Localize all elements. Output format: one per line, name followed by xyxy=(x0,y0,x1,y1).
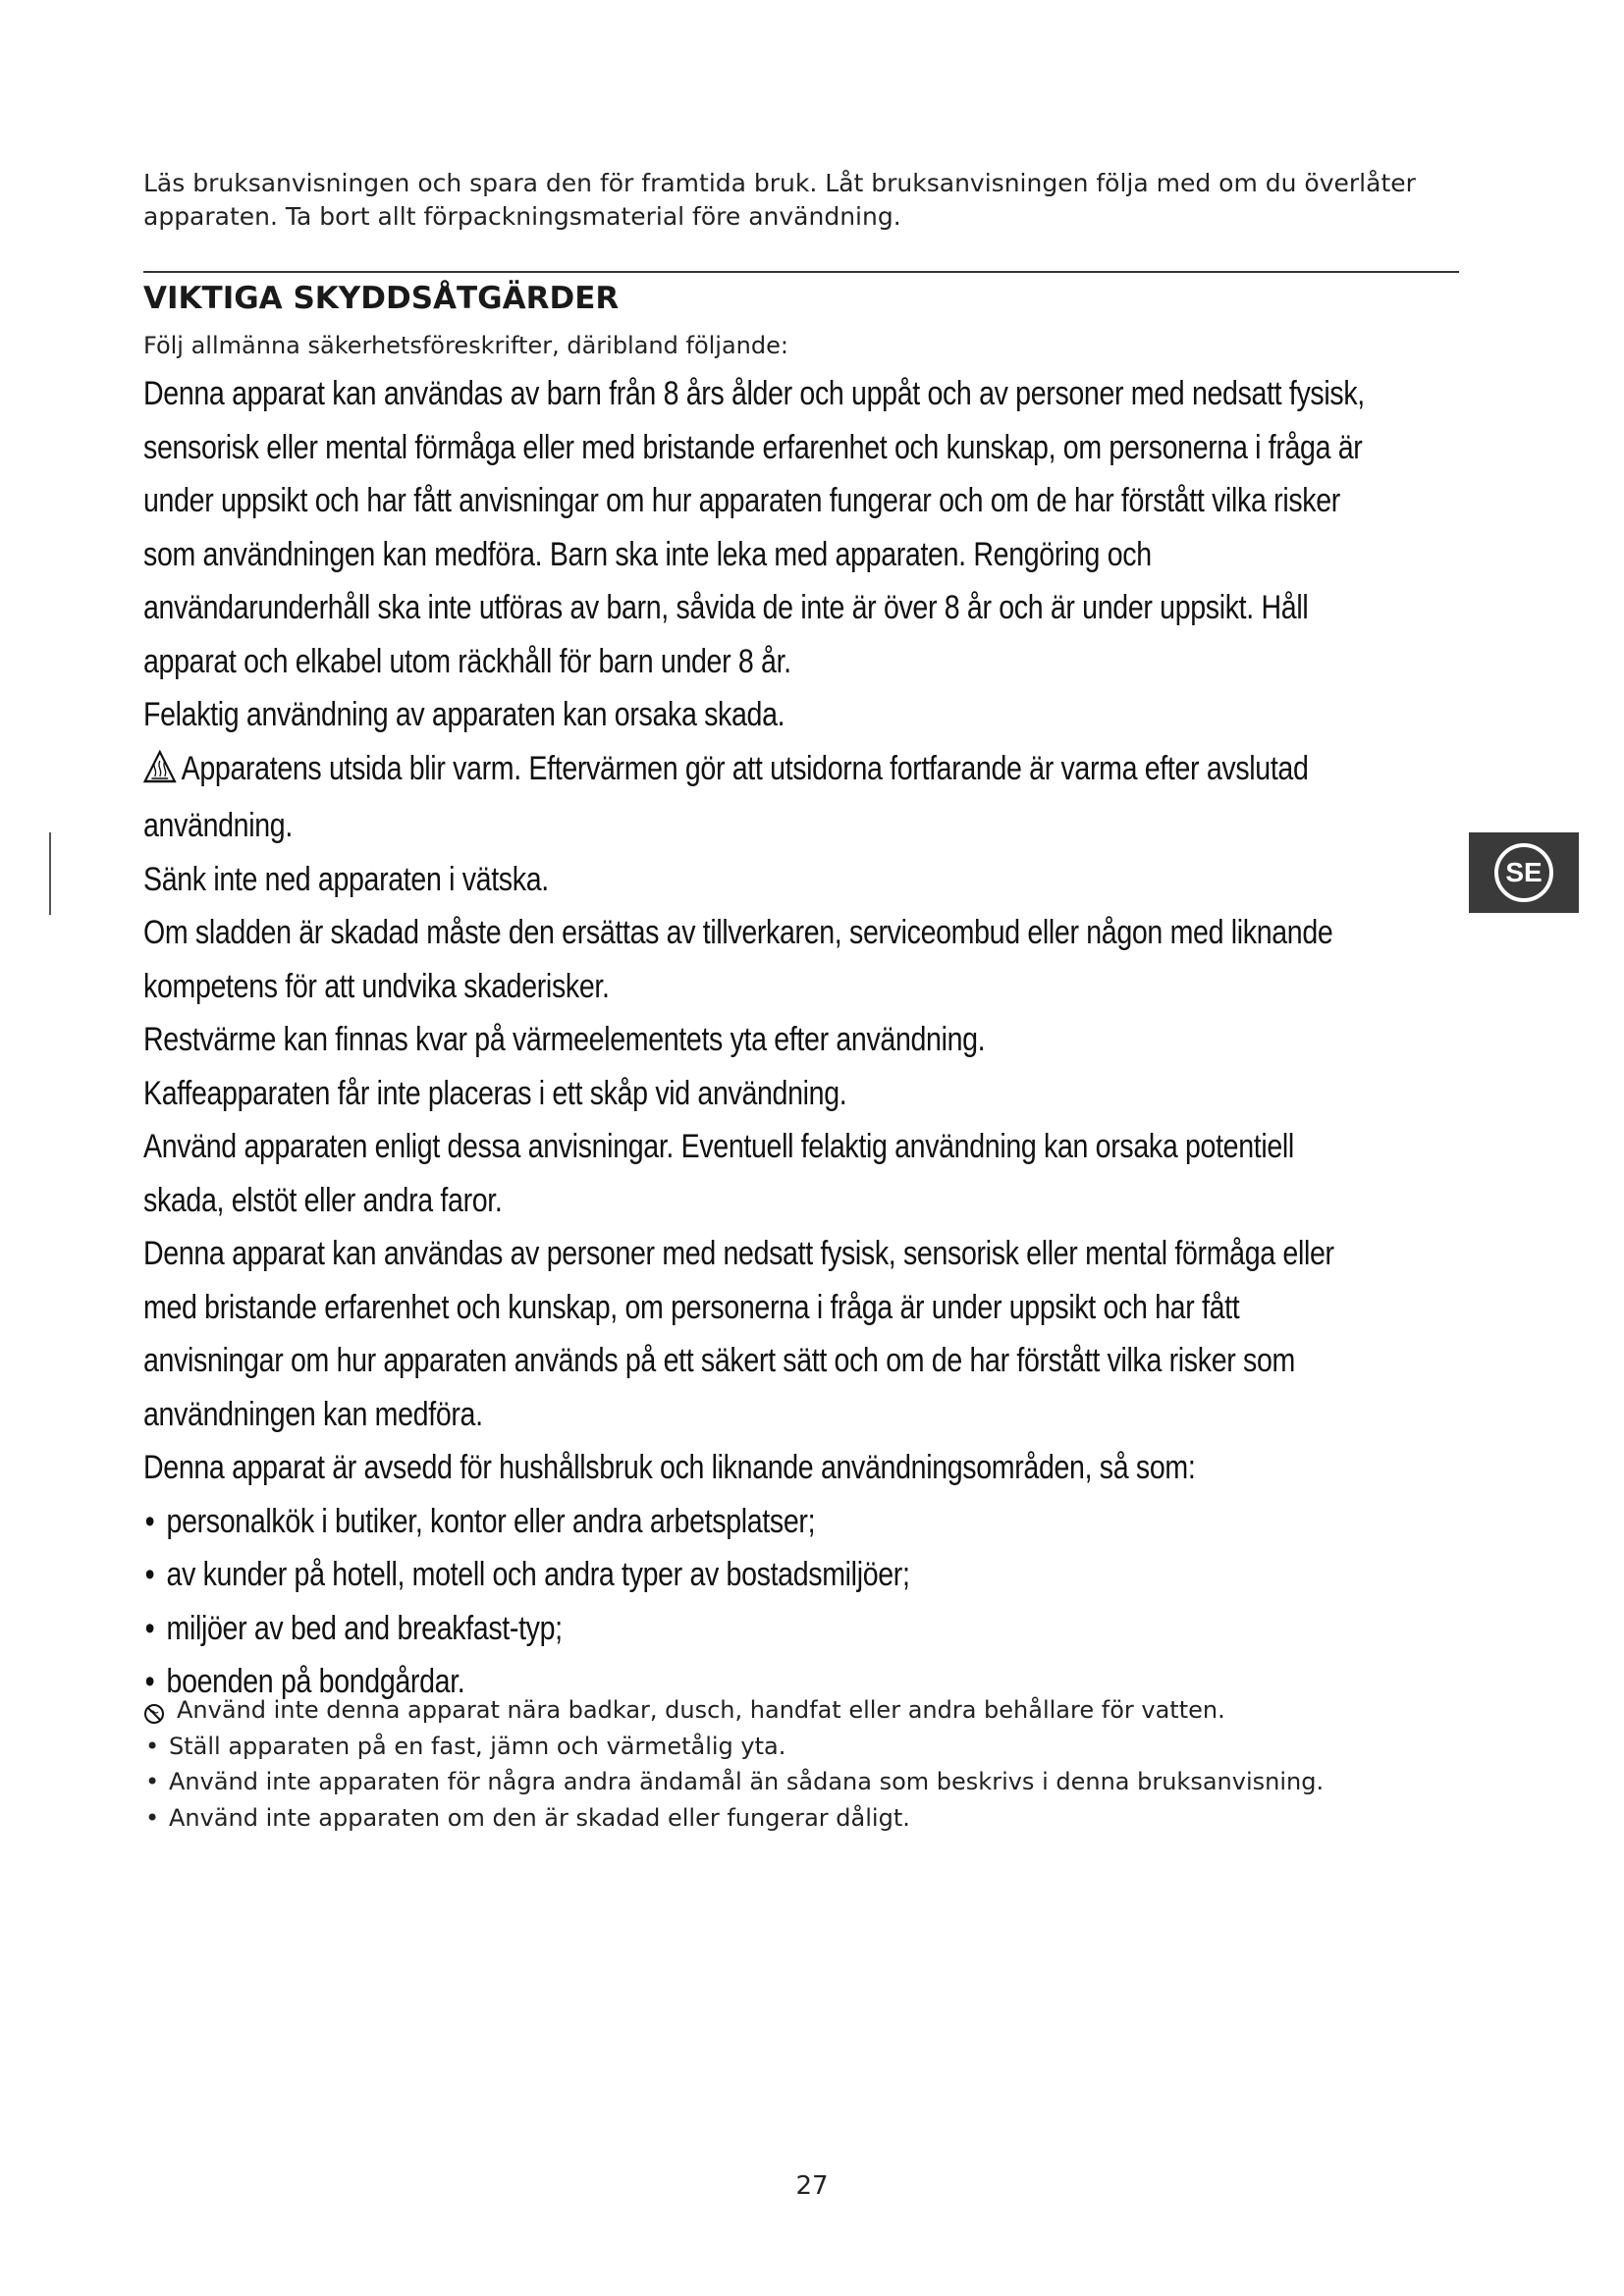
section-subtitle: Följ allmänna säkerhetsföreskrifter, däribland följande: xyxy=(143,332,788,359)
text-line: användarunderhåll ska inte utföras av barn, såvida de inte är över 8 år och är under uppsikt. Håll xyxy=(143,589,1309,626)
hot-surface-warning-icon xyxy=(143,746,177,800)
bullet-icon: • xyxy=(144,1502,155,1540)
bullet-icon: • xyxy=(144,1609,155,1647)
bullet-icon: • xyxy=(144,1556,155,1593)
list-item-text: Ställ apparaten på en fast, jämn och värmetålig yta. xyxy=(169,1732,786,1760)
safety-paragraph xyxy=(143,1120,1480,1227)
language-badge: SE xyxy=(1494,843,1553,902)
section-divider xyxy=(143,271,1459,273)
list-item-text: Använd inte apparaten för några andra ändamål än sådana som beskrivs i denna bruksanvisning. xyxy=(169,1768,1325,1795)
text-line: under uppsikt och har fått anvisningar om hur apparaten fungerar och om de har förstått vilka risker xyxy=(143,482,1340,519)
text-line: Använd apparaten enligt dessa anvisningar. Eventuell felaktig användning kan orsaka potentiell xyxy=(143,1128,1294,1165)
intro-line: apparaten. Ta bort allt förpackningsmaterial före användning. xyxy=(143,202,901,231)
text-line: användning. xyxy=(143,807,293,844)
safety-paragraph xyxy=(143,853,1480,907)
text-line: Kaffeapparaten får inte placeras i ett skåp vid användning. xyxy=(143,1074,847,1112)
intro-text xyxy=(143,167,1459,234)
list-item xyxy=(143,1602,1480,1656)
intro-line: Läs bruksanvisningen och spara den för framtida bruk. Låt bruksanvisningen följa med om du överlåter xyxy=(143,169,1416,197)
bullet-icon: • xyxy=(145,1768,160,1795)
text-line: apparat och elkabel utom räckhåll för barn under 8 år. xyxy=(143,642,791,680)
text-line: med bristande erfarenhet och kunskap, om personerna i fråga är under uppsikt och har fått xyxy=(143,1288,1240,1326)
text-line: Sänk inte ned apparaten i vätska. xyxy=(143,860,549,898)
text-line: Om sladden är skadad måste den ersättas av tillverkaren, serviceombud eller någon med liknande xyxy=(143,914,1333,951)
note-text: Använd inte denna apparat nära badkar, dusch, handfat eller andra behållare för vatten. xyxy=(177,1696,1225,1724)
hot-surface-paragraph xyxy=(143,742,1480,853)
list-item xyxy=(143,1495,1480,1549)
bullet-icon: • xyxy=(144,1663,155,1700)
text-line: användningen kan medföra. xyxy=(143,1395,483,1433)
small-notes xyxy=(143,1692,1518,1836)
safety-paragraph xyxy=(143,1441,1480,1495)
safety-paragraph xyxy=(143,688,1480,742)
safety-body xyxy=(143,367,1480,1709)
section-title: VIKTIGA SKYDDSÅTGÄRDER xyxy=(143,281,620,316)
list-item xyxy=(143,1764,1518,1800)
bullet-icon: • xyxy=(145,1732,160,1760)
text-line: Denna apparat är avsedd för hushållsbruk och liknande användningsområden, så som: xyxy=(143,1449,1196,1486)
margin-mark xyxy=(49,832,51,915)
text-line: Felaktig användning av apparaten kan orsaka skada. xyxy=(143,696,785,733)
safety-paragraph xyxy=(143,1227,1480,1441)
prohibited-icon xyxy=(143,1699,165,1721)
safety-paragraph xyxy=(143,1013,1480,1067)
list-item-text: av kunder på hotell, motell och andra typer av bostadsmiljöer; xyxy=(166,1556,910,1593)
text-line: anvisningar om hur apparaten används på ett säkert sätt och om de har förstått vilka risker som xyxy=(143,1342,1295,1379)
safety-paragraph xyxy=(143,367,1480,688)
list-item-text: Använd inte apparaten om den är skadad eller fungerar dåligt. xyxy=(169,1803,910,1832)
page-number: 27 xyxy=(795,2171,829,2201)
text-line: Denna apparat kan användas av barn från 8 års ålder och uppåt och av personer med nedsatt fysisk, xyxy=(143,375,1365,412)
prohibited-note xyxy=(143,1692,1518,1729)
text-line: som användningen kan medföra. Barn ska inte leka med apparaten. Rengöring och xyxy=(143,535,1152,573)
text-line: Apparatens utsida blir varm. Eftervärmen gör att utsidorna fortfarande är varma efter avslutad xyxy=(181,749,1309,787)
text-line: kompetens för att undvika skaderisker. xyxy=(143,967,610,1005)
list-item-text: boenden på bondgårdar. xyxy=(166,1663,465,1700)
text-line: skada, elstöt eller andra faror. xyxy=(143,1181,503,1219)
language-tab xyxy=(1469,832,1579,913)
list-item-text: miljöer av bed and breakfast-typ; xyxy=(166,1609,563,1647)
list-item-text: personalkök i butiker, kontor eller andra arbetsplatser; xyxy=(166,1502,816,1540)
list-item xyxy=(143,1800,1518,1837)
text-line: Restvärme kan finnas kvar på värmeelementets yta efter användning. xyxy=(143,1021,986,1058)
safety-paragraph xyxy=(143,1067,1480,1121)
list-item xyxy=(143,1548,1480,1602)
bullet-icon: • xyxy=(145,1803,160,1832)
safety-paragraph xyxy=(143,906,1480,1013)
text-line: Denna apparat kan användas av personer med nedsatt fysisk, sensorisk eller mental förmåga eller xyxy=(143,1235,1334,1272)
text-line: sensorisk eller mental förmåga eller med bristande erfarenhet och kunskap, om personerna i fråga är xyxy=(143,428,1363,466)
list-item xyxy=(143,1729,1518,1765)
